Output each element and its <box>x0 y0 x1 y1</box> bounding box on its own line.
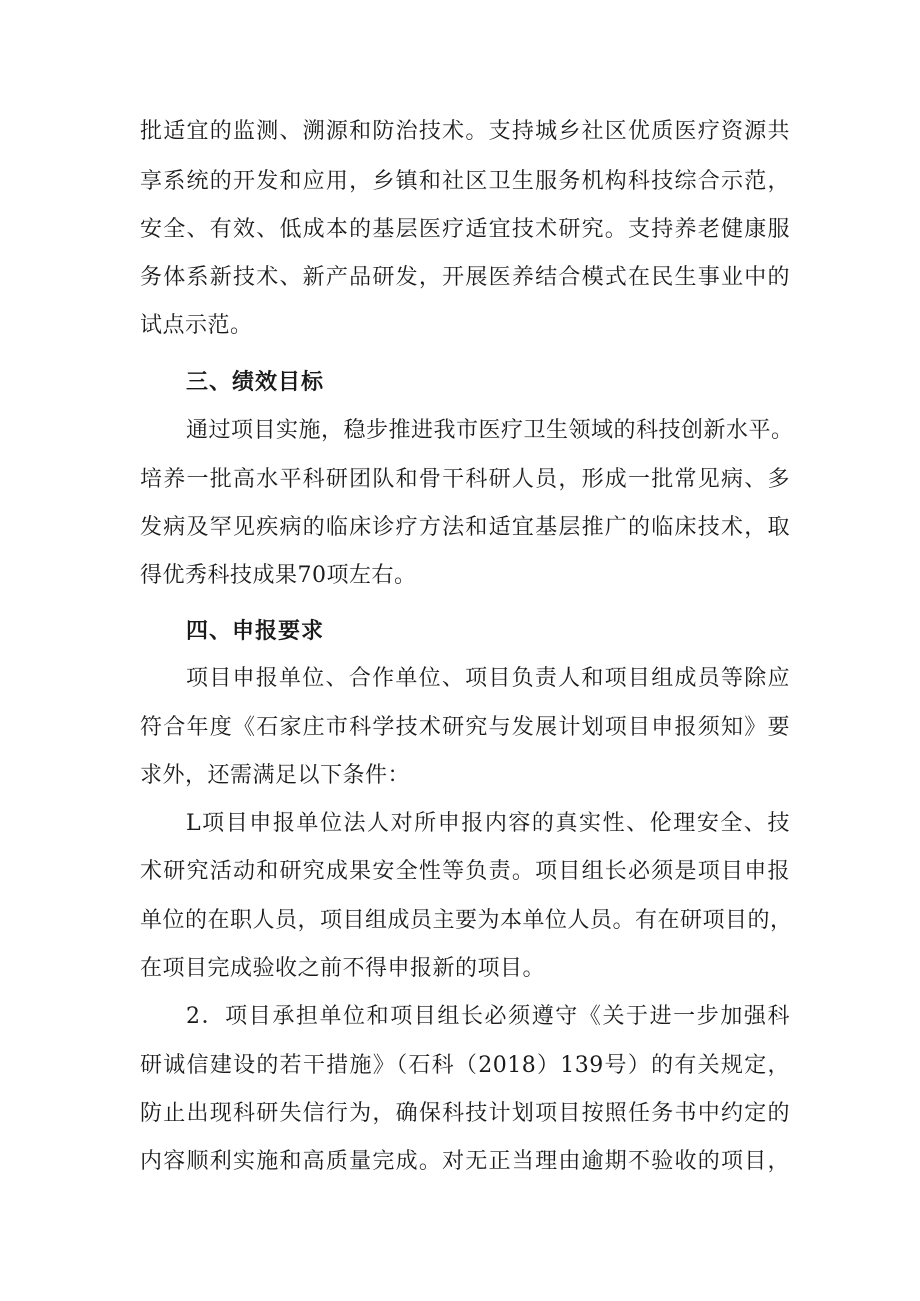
paragraph-line: L项目申报单位法人对所申报内容的真实性、伦理安全、技 <box>186 811 790 836</box>
paragraph-line: 通过项目实施，稳步推进我市医疗卫生领域的科技创新水平。 <box>186 418 794 443</box>
paragraph-line: 享系统的开发和应用，乡镇和社区卫生服务机构科技综合示范， <box>140 169 790 194</box>
paragraph-line: 单位的在职人员，项目组成员主要为本单位人员。有在研项目的， <box>140 908 793 933</box>
paragraph-line: 防止出现科研失信行为，确保科技计划项目按照任务书中约定的 <box>140 1101 790 1126</box>
paragraph-line: 培养一批高水平科研团队和骨干科研人员，形成一批常见病、多 <box>140 467 790 492</box>
paragraph-line: 批适宜的监测、溯源和防治技术。支持城乡社区优质医疗资源共 <box>140 119 790 144</box>
paragraph-line: 研诚信建设的若干措施》（石科（2018）139号）的有关规定， <box>140 1053 790 1078</box>
paragraph-line: 内容顺利实施和高质量完成。对无正当理由逾期不验收的项目， <box>140 1149 790 1174</box>
paragraph-line: 项目申报单位、合作单位、项目负责人和项目组成员等除应 <box>186 666 790 691</box>
paragraph-line: 术研究活动和研究成果安全性等负责。项目组长必须是项目申报 <box>140 859 790 884</box>
paragraph-line: 得优秀科技成果70项左右。 <box>140 563 417 588</box>
paragraph-line: 发病及罕见疾病的临床诊疗方法和适宜基层推广的临床技术，取 <box>140 515 790 540</box>
section-heading-performance-goals: 三、绩效目标 <box>186 370 325 395</box>
paragraph-line: 试点示范。 <box>140 313 253 338</box>
section-heading-application-requirements: 四、申报要求 <box>186 619 325 644</box>
paragraph-line: 符合年度《石家庄市科学技术研究与发展计划项目申报须知》要 <box>140 715 790 740</box>
paragraph-line: 务体系新技术、新产品研发，开展医养结合模式在民生事业中的 <box>140 265 790 290</box>
paragraph-line: 安全、有效、低成本的基层医疗适宜技术研究。支持养老健康服 <box>140 217 790 242</box>
paragraph-line: 2．项目承担单位和项目组长必须遵守《关于进一步加强科 <box>186 1004 790 1029</box>
paragraph-line: 在项目完成验收之前不得申报新的项目。 <box>140 956 546 981</box>
paragraph-line: 求外，还需满足以下条件： <box>140 763 411 788</box>
